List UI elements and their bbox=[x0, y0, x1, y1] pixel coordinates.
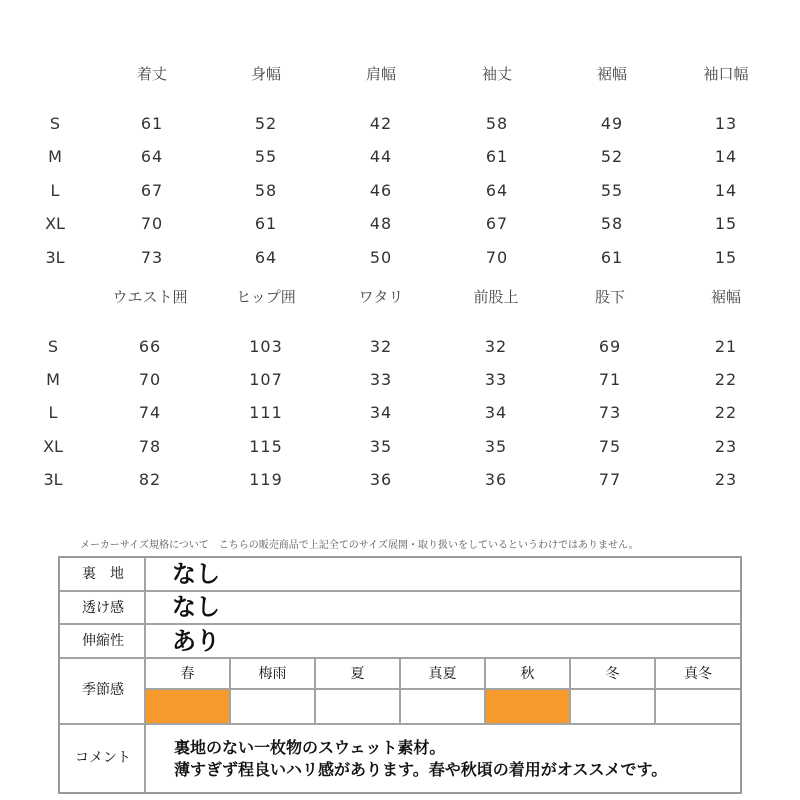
size-label: S bbox=[49, 114, 61, 133]
column-header: 裾幅 bbox=[710, 288, 741, 306]
table-cell: 22 bbox=[714, 403, 738, 422]
size-label: M bbox=[48, 147, 62, 166]
table-cell: 115 bbox=[249, 437, 283, 456]
table-row bbox=[0, 145, 800, 169]
column-header: 袖口幅 bbox=[703, 65, 749, 83]
table-cell: 61 bbox=[485, 147, 509, 166]
table-cell: 64 bbox=[140, 147, 164, 166]
table-row bbox=[0, 368, 800, 392]
table-row bbox=[0, 335, 800, 359]
comment-line: 薄すぎず程良いハリ感があります。春や秋頃の着用がオススメです。 bbox=[174, 760, 668, 779]
divider bbox=[60, 590, 740, 592]
table-row bbox=[0, 246, 800, 270]
season-name: 真夏 bbox=[428, 666, 457, 682]
column-header: 股下 bbox=[594, 288, 625, 306]
sheer-label: 透け感 bbox=[82, 600, 124, 616]
table-cell: 78 bbox=[138, 437, 162, 456]
size-label: 3L bbox=[45, 248, 65, 267]
table-cell: 73 bbox=[598, 403, 622, 422]
table-cell: 73 bbox=[140, 248, 164, 267]
size-label: S bbox=[47, 337, 59, 356]
lining-value: なし bbox=[172, 560, 220, 588]
season-name: 冬 bbox=[605, 666, 620, 682]
table-cell: 35 bbox=[369, 437, 393, 456]
table-cell: 111 bbox=[249, 403, 283, 422]
comment-label: コメント bbox=[75, 750, 131, 766]
size-label: L bbox=[50, 181, 60, 200]
table-cell: 52 bbox=[600, 147, 624, 166]
column-header: ウエスト囲 bbox=[112, 288, 188, 306]
season-indicator bbox=[146, 690, 229, 723]
table-cell: 67 bbox=[140, 181, 164, 200]
table-cell: 71 bbox=[598, 370, 622, 389]
size-note: メーカーサイズ規格について こちらの販売商品で上記全てのサイズ展開・取り扱いをしているというわけではありません。 bbox=[80, 540, 639, 551]
table-cell: 33 bbox=[484, 370, 508, 389]
size-label: L bbox=[48, 403, 58, 422]
table-cell: 70 bbox=[140, 214, 164, 233]
table-cell: 48 bbox=[369, 214, 393, 233]
stretch-value: あり bbox=[172, 627, 220, 655]
table-cell: 61 bbox=[600, 248, 624, 267]
season-label: 季節感 bbox=[82, 682, 124, 698]
table-cell: 58 bbox=[254, 181, 278, 200]
season-name: 秋 bbox=[520, 666, 535, 682]
sheer-value: なし bbox=[172, 593, 220, 621]
table-cell: 64 bbox=[254, 248, 278, 267]
season-name: 夏 bbox=[350, 666, 365, 682]
season-indicator bbox=[401, 690, 484, 723]
table-cell: 23 bbox=[714, 470, 738, 489]
table-cell: 119 bbox=[249, 470, 283, 489]
table-cell: 55 bbox=[254, 147, 278, 166]
table-row bbox=[0, 468, 800, 492]
table-cell: 58 bbox=[485, 114, 509, 133]
column-header: 肩幅 bbox=[365, 65, 396, 83]
table-cell: 75 bbox=[598, 437, 622, 456]
comment-line: 裏地のない一枚物のスウェット素材。 bbox=[174, 738, 446, 757]
table-cell: 82 bbox=[138, 470, 162, 489]
table-cell: 21 bbox=[714, 337, 738, 356]
size-label: XL bbox=[45, 214, 65, 233]
table-cell: 70 bbox=[138, 370, 162, 389]
column-header: 袖丈 bbox=[481, 65, 512, 83]
table-cell: 23 bbox=[714, 437, 738, 456]
table-cell: 69 bbox=[598, 337, 622, 356]
column-header: ヒップ囲 bbox=[236, 288, 296, 306]
table-cell: 34 bbox=[484, 403, 508, 422]
table-header bbox=[0, 62, 800, 86]
table-cell: 61 bbox=[254, 214, 278, 233]
table-cell: 49 bbox=[600, 114, 624, 133]
table-cell: 52 bbox=[254, 114, 278, 133]
table-cell: 42 bbox=[369, 114, 393, 133]
stretch-label: 伸縮性 bbox=[82, 633, 124, 649]
table-cell: 15 bbox=[714, 248, 738, 267]
table-cell: 107 bbox=[249, 370, 283, 389]
season-name: 春 bbox=[180, 666, 195, 682]
table-cell: 33 bbox=[369, 370, 393, 389]
table-row bbox=[0, 401, 800, 425]
table-header bbox=[0, 285, 800, 309]
column-header: ワタリ bbox=[358, 288, 404, 306]
table-cell: 50 bbox=[369, 248, 393, 267]
table-cell: 14 bbox=[714, 147, 738, 166]
divider bbox=[60, 623, 740, 625]
table-cell: 14 bbox=[714, 181, 738, 200]
column-header: 着丈 bbox=[136, 65, 167, 83]
column-header: 裾幅 bbox=[596, 65, 627, 83]
size-label: 3L bbox=[43, 470, 63, 489]
season-indicator bbox=[486, 690, 569, 723]
season-name: 真冬 bbox=[684, 666, 712, 682]
lining-label: 裏 地 bbox=[82, 566, 124, 582]
table-cell: 55 bbox=[600, 181, 624, 200]
table-cell: 61 bbox=[140, 114, 164, 133]
table-cell: 58 bbox=[600, 214, 624, 233]
table-cell: 32 bbox=[484, 337, 508, 356]
table-cell: 35 bbox=[484, 437, 508, 456]
table-cell: 66 bbox=[138, 337, 162, 356]
divider bbox=[60, 723, 740, 725]
table-cell: 67 bbox=[485, 214, 509, 233]
table-cell: 13 bbox=[714, 114, 738, 133]
table-cell: 70 bbox=[485, 248, 509, 267]
table-cell: 22 bbox=[714, 370, 738, 389]
size-label: M bbox=[46, 370, 60, 389]
table-cell: 32 bbox=[369, 337, 393, 356]
table-cell: 44 bbox=[369, 147, 393, 166]
table-row bbox=[0, 212, 800, 236]
table-row bbox=[0, 435, 800, 459]
season-indicator bbox=[656, 690, 740, 723]
size-label: XL bbox=[43, 437, 63, 456]
column-header: 身幅 bbox=[250, 65, 281, 83]
table-cell: 15 bbox=[714, 214, 738, 233]
season-indicator bbox=[571, 690, 654, 723]
table-cell: 74 bbox=[138, 403, 162, 422]
table-cell: 77 bbox=[598, 470, 622, 489]
season-indicator bbox=[316, 690, 399, 723]
table-cell: 34 bbox=[369, 403, 393, 422]
table-cell: 36 bbox=[369, 470, 393, 489]
table-cell: 103 bbox=[249, 337, 283, 356]
table-row bbox=[0, 112, 800, 136]
season-name: 梅雨 bbox=[258, 666, 287, 682]
table-cell: 36 bbox=[484, 470, 508, 489]
table-cell: 46 bbox=[369, 181, 393, 200]
table-row bbox=[0, 179, 800, 203]
column-header: 前股上 bbox=[473, 288, 519, 306]
table-cell: 64 bbox=[485, 181, 509, 200]
season-indicator bbox=[231, 690, 314, 723]
feature-table bbox=[58, 556, 742, 794]
